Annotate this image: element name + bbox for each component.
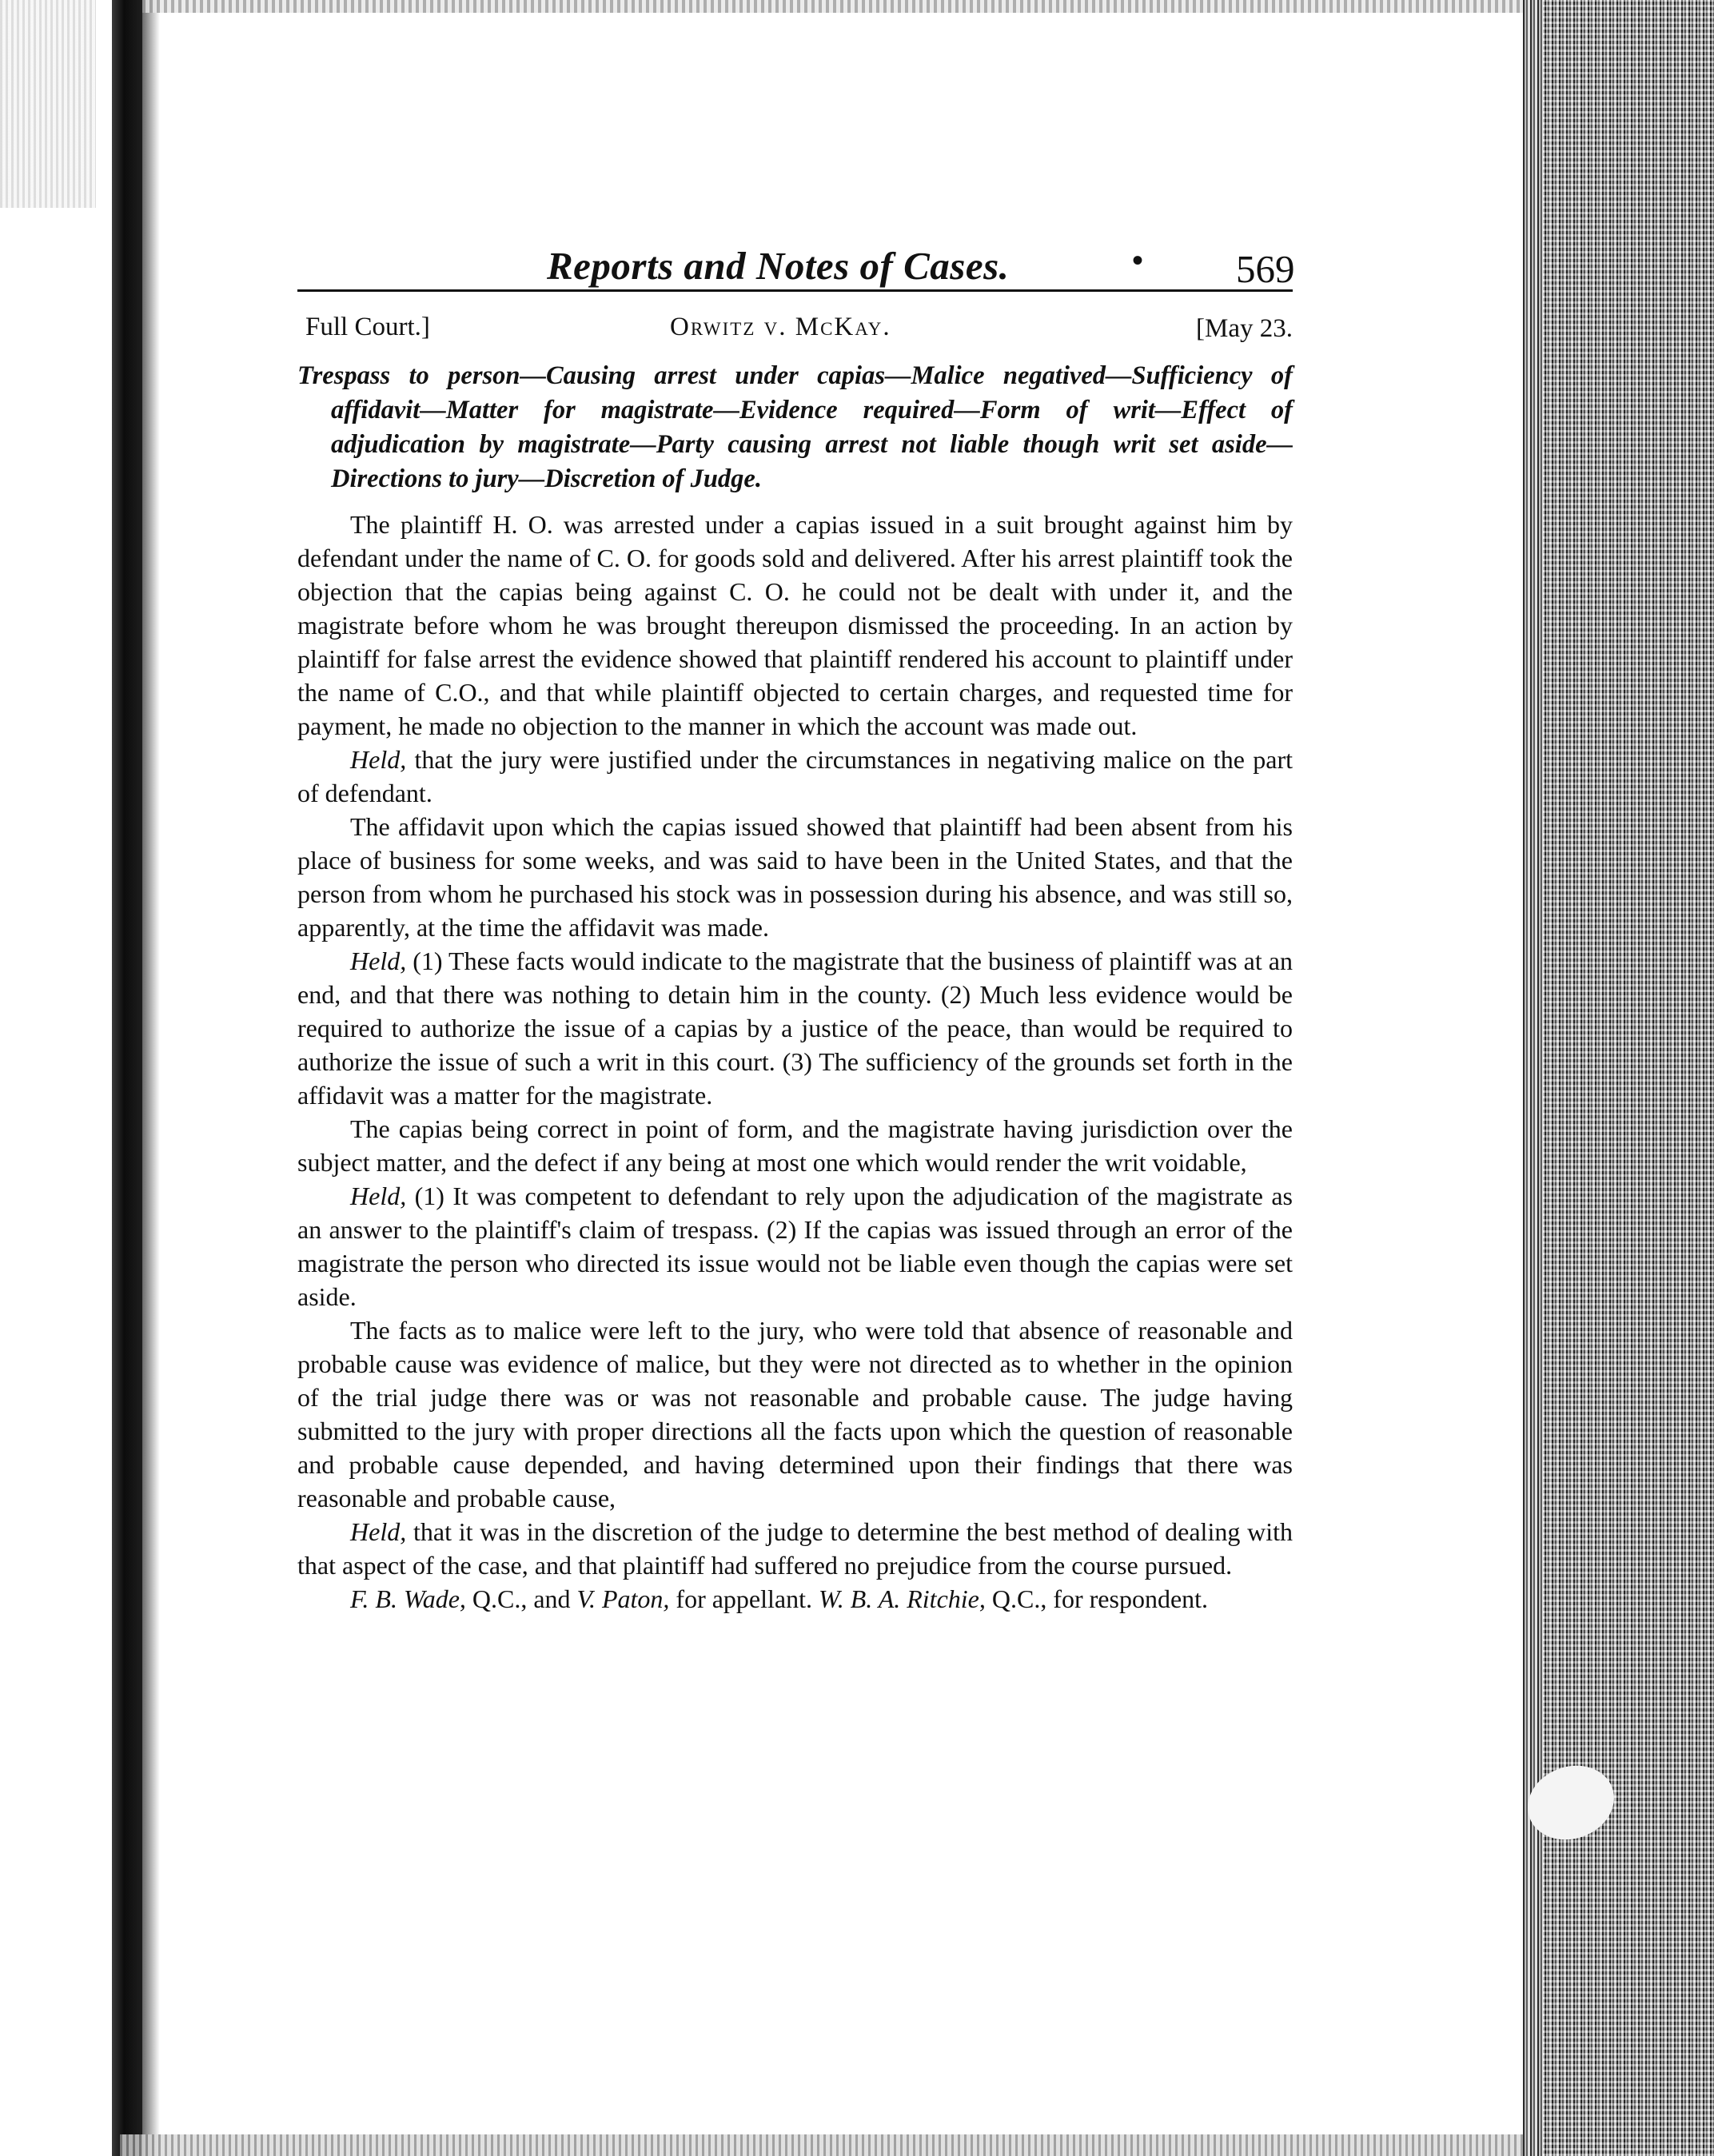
paragraph (297, 1313, 1293, 1515)
paragraph-text: The affidavit upon which the capias issued showed that plaintiff had been absent from his place of business for some weeks, and was said to have been in the United States, and that the person from whom he purchased his stock was in possession during his absence, and was still so, apparently, at the time the affidavit was made. (297, 812, 1293, 942)
page-number: 569 (1236, 247, 1295, 291)
counsel-line (297, 1582, 1293, 1616)
running-head-bullet: • (1132, 242, 1144, 278)
bottom-page-edge (120, 2134, 1527, 2156)
held-lead: Held, (350, 1517, 407, 1546)
spine-shadow (142, 0, 160, 2156)
paragraph-text: that the jury were justified under the circumstances in negativing malice on the part of defendant. (297, 745, 1293, 807)
headnote: Trespass to person—Causing arrest under capias—Malice negatived—Sufficiency of affidavit—Matter for magistrate—Evidence required—Form of writ—Effect of adjudication by magistrate—Party causing arrest not liable though writ set aside—Directions to jury—Discretion of Judge. (297, 361, 1293, 493)
court-name: Full Court.] (305, 313, 430, 341)
paragraph-text: (1) It was competent to defendant to rely upon the adjudication of the magistrate as an answer to the plaintiff's claim of trespass. (2) If the capias was issued through an error of the magistrate the person who directed its issue would not be liable even though the capias were set aside. (297, 1182, 1293, 1311)
paragraph (297, 508, 1293, 743)
for-appellant: for appellant. (669, 1584, 819, 1613)
paragraph-text: The plaintiff H. O. was arrested under a capias issued in a suit brought against him by defendant under the name of C. O. for goods sold and delivered. After his arrest plaintiff took the objection that the capias being against C. O. he could not be dealt with under it, and the magistrate before whom he was brought thereupon dismissed the proceeding. In an action by plaintiff for false arrest the evidence showed that plaintiff rendered his account to plaintiff under the name of C.O., and that while plaintiff objected to certain charges, and requested time for payment, he made no objection to the manner in which the account was made out. (297, 510, 1293, 740)
paragraph (297, 944, 1293, 1112)
appellant-counsel-2: V. Paton, (576, 1584, 670, 1613)
paragraph (297, 1515, 1293, 1582)
paragraph (297, 743, 1293, 810)
top-page-edge (142, 0, 1525, 13)
case-caption (297, 306, 1293, 356)
paragraph (297, 1112, 1293, 1179)
counsel-qc-2: Q.C., for respondent. (985, 1584, 1209, 1613)
held-lead: Held, (350, 1182, 407, 1210)
case-body (297, 508, 1293, 1616)
page-text-block (297, 232, 1293, 1616)
paragraph-text: The facts as to malice were left to the jury, who were told that absence of reasonable and probable cause was evidence of malice, but they were not directed as to whether in the opinion of the trial judge there was or was not reasonable and probable cause. The judge having submitted to the jury with proper directions all the facts upon which the question of reasonable and probable cause depended, and having determined upon their findings that there was reasonable and probable cause, (297, 1316, 1293, 1512)
paragraph (297, 810, 1293, 944)
case-date: [May 23. (1196, 314, 1293, 343)
paragraph (297, 1179, 1293, 1313)
right-page-stack (1523, 0, 1714, 2156)
scan-noise (0, 0, 96, 208)
paragraph-text: that it was in the discretion of the judge to determine the best method of dealing with that aspect of the case, and that plaintiff had suffered no prejudice from the course pursued. (297, 1517, 1293, 1580)
respondent-counsel: W. B. A. Ritchie, (819, 1584, 986, 1613)
book-spine (112, 0, 142, 2156)
counsel-qc-1: Q.C., and (465, 1584, 577, 1613)
running-head (297, 232, 1293, 292)
paragraph-text: The capias being correct in point of form, and the magistrate having jurisdiction over the subject matter, and the defect if any being at most one which would render the writ voidable, (297, 1114, 1293, 1177)
held-lead: Held, (350, 946, 407, 975)
held-lead: Held, (350, 745, 407, 774)
paragraph-text: (1) These facts would indicate to the magistrate that the business of plaintiff was at an end, and that there was nothing to detain him in the county. (2) Much less evidence would be required to authorize the issue of a capias by a justice of the peace, than would be required to authorize the issue of such a writ in this court. (3) The sufficiency of the grounds set forth in the affidavit was a matter for the magistrate. (297, 946, 1293, 1110)
case-name: Orwitz v. McKay. (670, 313, 891, 341)
running-title: Reports and Notes of Cases. (547, 244, 1010, 288)
appellant-counsel-1: F. B. Wade, (350, 1584, 466, 1613)
